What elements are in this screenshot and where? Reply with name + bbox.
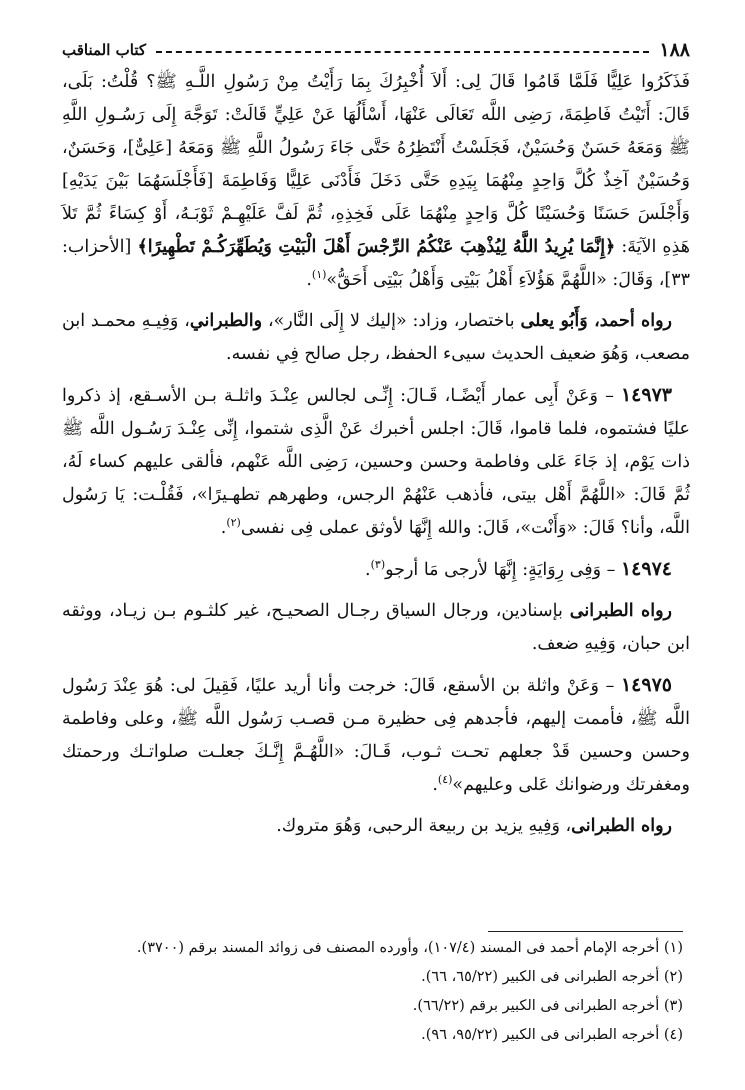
body-text: [62, 66, 690, 843]
footnote-4: (٤) أخرجه الطبرانى فى الكبير (٩٥/٢٢، ٩٦).: [421, 1027, 683, 1043]
paragraph-narration: [62, 595, 690, 661]
book-title: كتاب المناقب: [62, 41, 146, 59]
period: .: [432, 775, 438, 795]
footnote-ref[interactable]: (١): [311, 268, 327, 282]
paragraph-text: ، وَفِيهِ يزيد بن ربيعة الرحبى، وَهُوَ متروك.: [276, 816, 572, 836]
hadith-number: ١٤٩٧٥: [620, 674, 672, 696]
hadith-14973: [62, 379, 690, 545]
paragraph-text: – وَفِى رِوَايَةٍ: إِنَّهَا لأرجى مَا أرجو: [385, 560, 621, 580]
footnote-ref[interactable]: (٤): [437, 773, 453, 787]
narrator-bold: رواه الطبرانى: [569, 601, 672, 621]
paragraph-text: بإسنادين، ورجال السياق رجـال الصحيـح، غير كلثـوم بـن زيـاد، ووثقه ابن حبان، وَفِيهِ ضعف.: [62, 601, 690, 654]
period: .: [365, 560, 371, 580]
paragraph-text: – وَعَنْ أَبِى عمار أَيْضًـا، قَـالَ: إِنِّـى لجالس عِنْـدَ واثلـة بـن الأسـقع، إذ ذكروا عليًا فشتموه، فلما قاموا، قَالَ: اجلس أخبرك عَنْ الَّذِى شتموا، إِنِّى عِنْـدَ رَسُـول اللَّه ﷺ ذات يَوْم، إذ جَاءَ عَلى وفاطمة وحسن وحسين، رَضِى اللَّه عَنْهم، فألقى عليهم كساء لَهُ، ثُمَّ قَالَ: «اللَّهُمَّ أَهْل بيتى، فأذهب عَنْهُمْ الرجس، وطهرهم تطهـيرًا»، فَقُلْـت: يَا رَسُول اللَّه، وأنا؟ قَالَ: «وَأَنْت»، قَالَ: والله إِنَّهَا لأوثق عملى فِى نفسى: [62, 386, 690, 538]
paragraph-text: باختصار، وزاد: «إليك لا إِلَى النَّار»،: [262, 311, 521, 331]
paragraph-narration: [62, 305, 690, 371]
period: .: [306, 270, 312, 290]
running-header: [62, 38, 690, 62]
quran-verse: ﴿إِنَّمَا يُرِيدُ اللَّهُ لِيُذْهِبَ عَنْكُمُ الرِّجْسَ أَهْلَ الْبَيْتِ وَيُطَهِّرَكُـمْ تَطْهِيرًا﴾: [137, 237, 616, 257]
footnote-3: (٣) أخرجه الطبرانى فى الكبير برقم (٦٦/٢٢).: [412, 998, 683, 1014]
footnote-2: (٢) أخرجه الطبرانى فى الكبير (٦٥/٢٢، ٦٦).: [421, 969, 683, 985]
narrator-bold: رواه أحمد: [599, 311, 672, 331]
footnote-ref[interactable]: (٣): [370, 558, 386, 572]
header-dashes: [156, 51, 649, 53]
paragraph-text: ، وَفِيـهِ محمـد ابن مصعب، وَهُوَ ضعيف الحديث سيىء الحفظ، رجل صالح فِي نفسه.: [62, 311, 690, 364]
footnote-1: (١) أخرجه الإمام أحمد فى المسند (١٠٧/٤)، وأورده المصنف فى زوائد المسند برقم (٣٧٠٠).: [136, 940, 683, 956]
footnote-ref[interactable]: (٢): [226, 516, 241, 530]
narrator-bold: ، وَأَبُو يعلى: [520, 311, 600, 331]
hadith-14975: [62, 669, 690, 802]
footnotes: [63, 934, 683, 1050]
footnote-divider: [488, 931, 683, 932]
page: [62, 38, 690, 843]
paragraph-text: فَذَكَرُوا عَلِيًّا فَلَمَّا قَامُوا قَالَ لِى: أَلاَ أُخْبِرُكَ بِمَا رَأَيْتُ مِنْ رَسُولِ اللَّـهِ ﷺ؟ قُلْتُ: بَلَى، قَالَ: أَتَيْتُ فَاطِمَةَ، رَضِى اللَّه تَعَالَى عَنْهَا، أَسْأَلُهَا عَنْ عَلِيٍّ قَالَتْ: تَوَجَّهَ إِلَى رَسُـولِ اللَّهِ ﷺ وَمَعَهُ حَسَنٌ وَحُسَيْنٌ، فَجَلَسْتُ أَنْتَظِرُهُ حَتَّى جَاءَ رَسُولُ اللَّهِ ﷺ وَمَعَهُ [عَلِىٌّ]، وَحَسَنٌ، وَحُسَيْنٌ آخِذٌ كُلَّ وَاحِدٍ مِنْهُمَا بِيَدِهِ حَتَّى دَخَلَ فَأَدْنَى عَلِيًّا وَفَاطِمَةَ [فَأَجْلَسَهُمَا بَيْنَ يَدَيْهِ] وَأَجْلَسَ حَسَنًا وَحُسَيْنًا كُلَّ وَاحِدٍ مِنْهُمَا عَلَى فَخِذِهِ، ثُمَّ لَفَّ عَلَيْهِـمْ ثَوْبَـهُ، أَوْ كِسَاءً ثُمَّ تَلاَ هَذِهِ الآيَةَ:: [62, 72, 690, 257]
paragraph-hadith-continuation: [62, 66, 690, 297]
hadith-number: ١٤٩٧٣: [620, 384, 672, 406]
hadith-14974: [62, 553, 690, 587]
paragraph-text: – وَعَنْ واثلة بن الأسقع، قَالَ: خرجت وأنا أريد عليًا، فَقِيلَ لى: هُوَ عِنْدَ رَسُول اللَّه ﷺ، فأممت إليهم، فأجدهم فِى حظيرة مـن قصـب رَسُول اللَّه ﷺ، وعلى وفاطمة وحسن وحسين قَدْ جعلهم تحـت ثـوب، قَـالَ: «اللَّهُـمَّ إِنَّـكَ جعلـت صلواتـك ورحمتك ومغفرتك ورضوانك عَلى وعليهم»: [62, 676, 690, 795]
period: .: [220, 518, 227, 538]
paragraph-narration: [62, 810, 690, 843]
page-number: ١٨٨: [659, 39, 690, 61]
paragraph-text: [الأحزاب: ٣٣]، وَقَالَ: «اللَّهُمَّ هَؤُلاَءِ أَهْلُ بَيْتِى وَأَهْلُ بَيْتِى أَحَقُّ»: [62, 237, 690, 290]
narrator-bold: رواه الطبرانى: [571, 816, 672, 836]
narrator-bold: والطبراني: [189, 311, 263, 331]
hadith-number: ١٤٩٧٤: [620, 558, 672, 580]
